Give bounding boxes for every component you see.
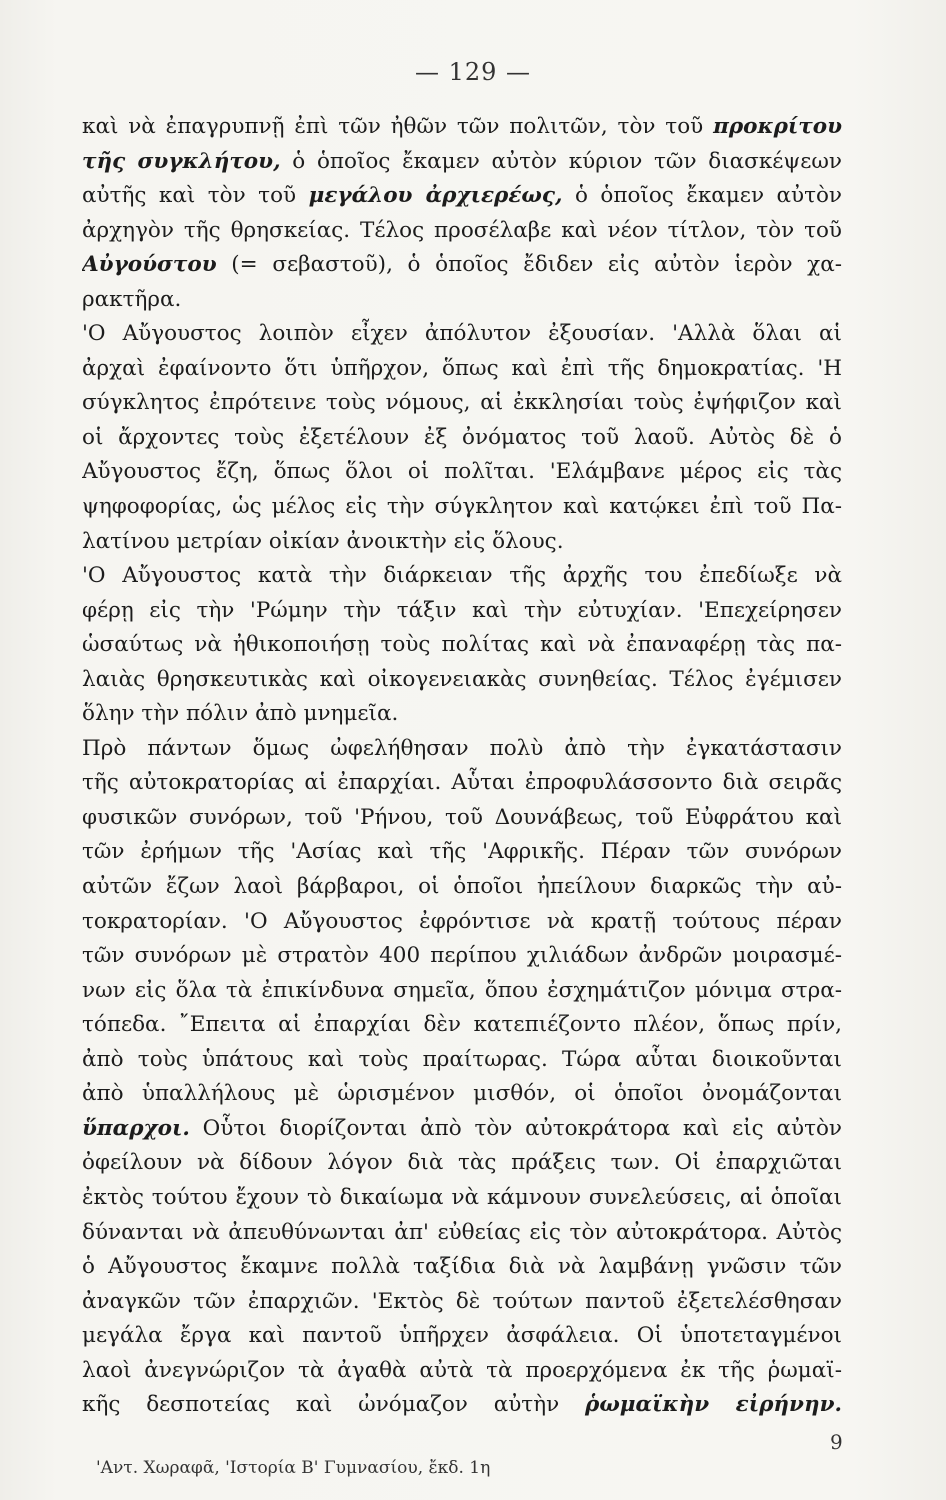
text-line (82, 386, 842, 421)
text-line (82, 663, 842, 698)
text-line (82, 179, 842, 214)
text-run: 'Ο Αὔγουστος λοιπὸν εἶχεν ἀπόλυτον ἐξουσίαν. 'Αλλὰ ὅλαι αἱ (82, 321, 842, 347)
text-line (82, 766, 842, 801)
text-line (82, 1216, 842, 1251)
text-run: (= σεβαστοῦ), ὁ ὁποῖος ἔδιδεν εἰς αὐτὸν ἱερὸν χα- (216, 252, 842, 278)
text-run: οἱ ἄρχοντες τοὺς ἐξετέλουν ἐξ ὀνόματος τοῦ λαοῦ. Αὐτὸς δὲ ὁ (82, 424, 842, 450)
text-line (82, 525, 842, 560)
text-line (82, 559, 842, 594)
text-line (82, 352, 842, 387)
text-run: ρακτῆρα. (82, 286, 182, 312)
text-run: ὁ ὁποῖος ἔκαμεν αὐτὸν (562, 183, 842, 209)
text-line (82, 905, 842, 940)
text-line (82, 1112, 842, 1147)
text-line (82, 1181, 842, 1216)
text-line (82, 1146, 842, 1181)
text-run: φυσικῶν συνόρων, τοῦ 'Ρήνου, τοῦ Δουνάβεως, τοῦ Εὐφράτου καὶ (82, 804, 842, 830)
text-line (82, 1043, 842, 1078)
text-run: Πρὸ πάντων ὅμως ὠφελήθησαν πολὺ ἀπὸ τὴν ἐγκατάστασιν (82, 735, 842, 761)
text-run: ἀρχαὶ ἐφαίνοντο ὅτι ὑπῆρχον, ὅπως καὶ ἐπὶ τῆς δημοκρατίας. 'Η (82, 355, 842, 381)
page-number-header: — 129 — (414, 58, 532, 86)
text-run: ἀπὸ τοὺς ὑπάτους καὶ τοὺς πραίτωρας. Τώρα αὗται διοικοῦνται (82, 1046, 842, 1072)
emphasized-term: ῥωμαϊκὴν εἰρήνην. (585, 1392, 842, 1418)
text-line (82, 421, 842, 456)
text-line (82, 697, 842, 732)
text-line (82, 628, 842, 663)
text-run: ὡσαύτως νὰ ἠθικοποιήσῃ τοὺς πολίτας καὶ νὰ ἐπαναφέρῃ τὰς πα- (82, 632, 842, 658)
text-run: ὀφείλουν νὰ δίδουν λόγον διὰ τὰς πράξεις των. Οἱ ἐπαρχιῶται (82, 1150, 842, 1176)
page-footer: 'Αντ. Χωραφᾶ, 'Ιστορία Β' Γυμνασίου, ἔκδ. 1η (96, 1458, 491, 1478)
text-run: ὅλην τὴν πόλιν ἀπὸ μνημεῖα. (82, 701, 399, 727)
body-text (82, 110, 842, 1423)
text-line (82, 732, 842, 767)
text-run: ψηφοφορίας, ὡς μέλος εἰς τὴν σύγκλητον καὶ κατῴκει ἐπὶ τοῦ Πα- (82, 494, 842, 520)
emphasized-term: προκρίτου (713, 114, 842, 139)
emphasized-term: μεγάλου ἀρχιερέως, (308, 183, 563, 209)
text-run: λαιὰς θρησκευτικὰς καὶ οἰκογενειακὰς συνηθείας. Τέλος ἐγέμισεν (82, 666, 842, 692)
text-line (82, 1077, 842, 1112)
text-run: λατίνου μετρίαν οἰκίαν ἀνοικτὴν εἰς ὅλους. (82, 528, 564, 554)
text-line (82, 939, 842, 974)
text-line (82, 110, 842, 145)
text-run: καὶ νὰ ἐπαγρυπνῇ ἐπὶ τῶν ἠθῶν τῶν πολιτῶν, τὸν τοῦ (82, 114, 714, 139)
text-run: 'Ο Αὔγουστος κατὰ τὴν διάρκειαν τῆς ἀρχῆς του ἐπεδίωξε νὰ (82, 563, 842, 589)
text-line (82, 1008, 842, 1043)
text-run: λαοὶ ἀνεγνώριζον τὰ ἀγαθὰ αὐτὰ τὰ προερχόμενα ἐκ τῆς ῥωμαϊ- (82, 1357, 842, 1383)
text-run: ὁ Αὔγουστος ἔκαμνε πολλὰ ταξίδια διὰ νὰ λαμβάνῃ γνῶσιν τῶν (82, 1254, 842, 1280)
text-run: ὁ ὁποῖος ἔκαμεν αὐτὸν κύριον τῶν διασκέψεων (280, 148, 842, 174)
text-line (82, 835, 842, 870)
text-line (82, 1250, 842, 1285)
text-line (82, 594, 842, 629)
text-run: δύνανται νὰ ἀπευθύνωνται ἀπ' εὐθείας εἰς τὸν αὐτοκράτορα. Αὐτὸς (82, 1219, 842, 1245)
text-run: ἀπὸ ὑπαλλήλους μὲ ὡρισμένον μισθόν, οἱ ὁποῖοι ὀνομάζονται (82, 1081, 842, 1107)
emphasized-term: ὕπαρχοι. (82, 1115, 190, 1141)
text-run: φέρῃ εἰς τὴν 'Ρώμην τὴν τάξιν καὶ τὴν εὐτυχίαν. 'Επεχείρησεν (82, 597, 842, 623)
text-run: τοκρατορίαν. 'Ο Αὔγουστος ἐφρόντισε νὰ κρατῇ τούτους πέραν (82, 908, 842, 934)
emphasized-term: Αὐγούστου (82, 252, 217, 278)
text-line (82, 801, 842, 836)
text-run: μεγάλα ἔργα καὶ παντοῦ ὑπῆρχεν ἀσφάλεια. Οἱ ὑποτεταγμένοι (82, 1323, 842, 1349)
text-line (82, 214, 842, 249)
text-line (82, 248, 842, 283)
text-run: αὐτῶν ἔζων λαοὶ βάρβαροι, οἱ ὁποῖοι ἠπείλουν διαρκῶς τὴν αὐ- (82, 874, 842, 900)
text-line (82, 974, 842, 1009)
text-line (82, 1319, 842, 1354)
text-run: αὐτῆς καὶ τὸν τοῦ (82, 183, 309, 209)
text-line (82, 283, 842, 318)
text-run: σύγκλητος ἐπρότεινε τοὺς νόμους, αἱ ἐκκλησίαι τοὺς ἐψήφιζον καὶ (82, 390, 842, 416)
text-line (82, 145, 842, 180)
text-line (82, 1354, 842, 1389)
text-run: ἀρχηγὸν τῆς θρησκείας. Τέλος προσέλαβε καὶ νέον τίτλον, τὸν τοῦ (82, 217, 842, 243)
text-run: ἐκτὸς τούτου ἔχουν τὸ δικαίωμα νὰ κάμνουν συνελεύσεις, αἱ ὁποῖαι (82, 1184, 842, 1210)
text-run: Αὔγουστος ἔζη, ὅπως ὅλοι οἱ πολῖται. 'Ελάμβανε μέρος εἰς τὰς (82, 459, 842, 485)
signature-mark: 9 (830, 1430, 843, 1454)
text-line (82, 1388, 842, 1423)
text-run: κῆς δεσποτείας καὶ ὠνόμαζον αὐτὴν (82, 1392, 586, 1418)
text-run: τόπεδα. ῎Επειτα αἱ ἐπαρχίαι δὲν κατεπιέζοντο πλέον, ὅπως πρίν, (82, 1012, 842, 1038)
text-line (82, 870, 842, 905)
text-run: Οὗτοι διορίζονται ἀπὸ τὸν αὐτοκράτορα καὶ εἰς αὐτὸν (189, 1115, 842, 1141)
text-run: τῶν ἐρήμων τῆς 'Ασίας καὶ τῆς 'Αφρικῆς. Πέραν τῶν συνόρων (82, 839, 842, 865)
text-run: τῆς αὐτοκρατορίας αἱ ἐπαρχίαι. Αὗται ἐπροφυλάσσοντο διὰ σειρᾶς (82, 770, 842, 796)
text-run: ἀναγκῶν τῶν ἐπαρχιῶν. 'Εκτὸς δὲ τούτων παντοῦ ἐξετελέσθησαν (82, 1288, 842, 1314)
text-run: νων εἰς ὅλα τὰ ἐπικίνδυνα σημεῖα, ὅπου ἐσχημάτιζον μόνιμα στρα- (82, 977, 842, 1003)
text-line (82, 317, 842, 352)
emphasized-term: τῆς συγκλήτου, (82, 148, 281, 174)
text-line (82, 490, 842, 525)
text-line (82, 455, 842, 490)
text-line (82, 1285, 842, 1320)
text-run: τῶν συνόρων μὲ στρατὸν 400 περίπου χιλιάδων ἀνδρῶν μοιρασμέ- (82, 943, 842, 969)
